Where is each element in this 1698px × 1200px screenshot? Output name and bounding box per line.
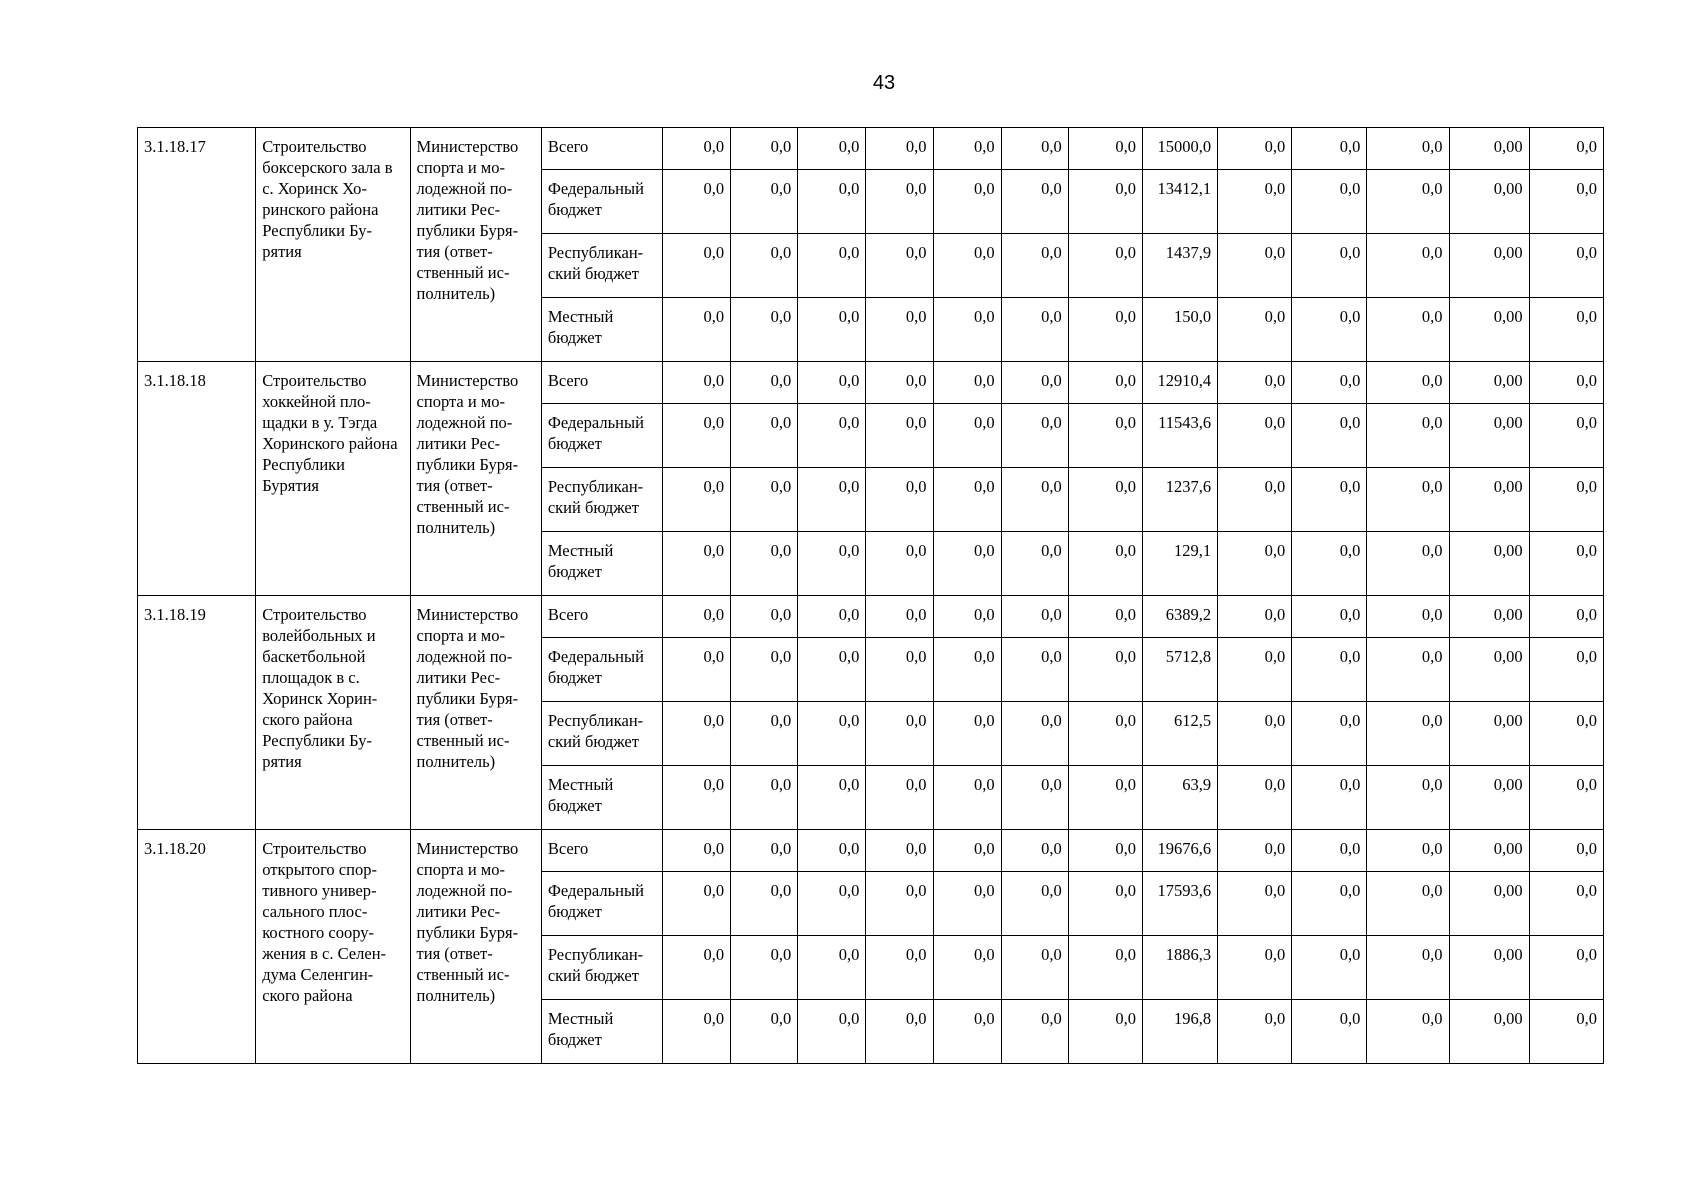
item-code-cell: 3.1.18.17 [138,128,256,362]
value-cell: 0,00 [1449,1000,1529,1064]
value-cell: 0,0 [1068,362,1142,404]
value-cell: 0,0 [1529,404,1603,468]
value-cell: 0,0 [731,702,798,766]
funding-source-cell: Местный бюджет [541,766,662,830]
value-cell: 0,0 [933,128,1001,170]
value-cell: 0,0 [866,1000,933,1064]
value-cell: 0,0 [1218,1000,1292,1064]
value-cell: 0,0 [866,766,933,830]
executor-cell: Министерство спорта и молодежной политики Республики Бурятия (ответственный исполнитель) [410,830,541,1064]
value-cell: 0,0 [1529,234,1603,298]
value-cell: 0,0 [663,596,731,638]
value-cell: 0,0 [663,702,731,766]
value-cell: 0,0 [1068,1000,1142,1064]
value-cell: 0,0 [866,532,933,596]
value-cell: 0,0 [1529,1000,1603,1064]
value-cell: 0,0 [1001,532,1068,596]
value-cell: 0,0 [933,936,1001,1000]
value-cell: 0,0 [933,702,1001,766]
value-cell: 0,0 [1529,362,1603,404]
value-cell: 1886,3 [1142,936,1217,1000]
funding-source-cell: Республиканский бюджет [541,234,662,298]
value-cell: 0,0 [1068,766,1142,830]
value-cell: 0,0 [731,638,798,702]
budget-table [137,127,1604,1064]
value-cell: 0,0 [663,872,731,936]
value-cell: 0,0 [866,468,933,532]
funding-source-cell: Федеральный бюджет [541,170,662,234]
value-cell: 0,0 [1367,872,1449,936]
funding-source-cell: Местный бюджет [541,532,662,596]
value-cell: 0,0 [866,638,933,702]
value-cell: 0,0 [1001,362,1068,404]
value-cell: 0,00 [1449,936,1529,1000]
value-cell: 0,0 [663,128,731,170]
value-cell: 0,0 [1292,596,1367,638]
value-cell: 196,8 [1142,1000,1217,1064]
value-cell: 150,0 [1142,298,1217,362]
value-cell: 0,00 [1449,872,1529,936]
value-cell: 17593,6 [1142,872,1217,936]
item-name-cell: Строительство хоккейной площадки в у. Тэгда Хоринского района Республики Бурятия [256,362,410,596]
value-cell: 0,0 [731,362,798,404]
value-cell: 0,0 [731,234,798,298]
value-cell: 0,0 [1367,702,1449,766]
value-cell: 0,0 [1529,702,1603,766]
value-cell: 0,0 [1218,872,1292,936]
value-cell: 0,0 [663,404,731,468]
value-cell: 0,0 [866,170,933,234]
value-cell: 0,0 [1367,234,1449,298]
value-cell: 0,0 [1068,702,1142,766]
value-cell: 0,0 [866,128,933,170]
value-cell: 0,0 [798,532,866,596]
value-cell: 0,00 [1449,362,1529,404]
value-cell: 0,0 [1292,872,1367,936]
value-cell: 0,0 [798,468,866,532]
value-cell: 0,0 [1001,872,1068,936]
value-cell: 0,0 [731,830,798,872]
funding-source-cell: Всего [541,596,662,638]
value-cell: 0,0 [798,298,866,362]
value-cell: 0,0 [1292,404,1367,468]
value-cell: 0,0 [1292,532,1367,596]
value-cell: 0,0 [731,170,798,234]
value-cell: 0,0 [798,596,866,638]
value-cell: 0,0 [798,170,866,234]
value-cell: 0,0 [663,1000,731,1064]
value-cell: 0,0 [1529,128,1603,170]
value-cell: 0,0 [1001,1000,1068,1064]
table-row [138,128,1604,170]
value-cell: 0,0 [798,234,866,298]
value-cell: 0,0 [1068,830,1142,872]
executor-cell: Министерство спорта и молодежной политики Республики Бурятия (ответственный исполнитель) [410,596,541,830]
value-cell: 0,0 [933,362,1001,404]
value-cell: 0,0 [866,872,933,936]
executor-cell: Министерство спорта и молодежной политики Республики Бурятия (ответственный исполнитель) [410,128,541,362]
value-cell: 0,0 [1292,766,1367,830]
value-cell: 0,0 [1367,468,1449,532]
value-cell: 0,0 [1292,1000,1367,1064]
value-cell: 0,0 [1218,128,1292,170]
value-cell: 0,0 [663,532,731,596]
value-cell: 0,0 [1068,404,1142,468]
item-name-cell: Строительство открытого спортивного универсального плоскостного сооружения в с. Селендума Селенгинского района [256,830,410,1064]
value-cell: 0,0 [1367,766,1449,830]
value-cell: 0,0 [1218,936,1292,1000]
value-cell: 0,00 [1449,830,1529,872]
value-cell: 0,00 [1449,404,1529,468]
value-cell: 0,0 [1218,362,1292,404]
value-cell: 0,0 [1068,298,1142,362]
value-cell: 0,0 [798,766,866,830]
value-cell: 0,0 [1068,872,1142,936]
value-cell: 0,0 [1068,596,1142,638]
value-cell: 0,0 [1218,234,1292,298]
value-cell: 0,0 [1367,936,1449,1000]
value-cell: 0,0 [731,766,798,830]
value-cell: 0,0 [1068,128,1142,170]
item-code-cell: 3.1.18.19 [138,596,256,830]
value-cell: 0,00 [1449,234,1529,298]
value-cell: 0,0 [866,596,933,638]
value-cell: 0,0 [663,936,731,1000]
value-cell: 0,0 [1001,234,1068,298]
value-cell: 0,0 [731,468,798,532]
funding-source-cell: Всего [541,830,662,872]
table-row [138,596,1604,638]
value-cell: 0,0 [798,638,866,702]
table-body [138,128,1604,1064]
value-cell: 0,0 [1529,532,1603,596]
funding-source-cell: Федеральный бюджет [541,404,662,468]
value-cell: 0,0 [1292,830,1367,872]
value-cell: 0,0 [1367,830,1449,872]
value-cell: 0,0 [1001,404,1068,468]
value-cell: 0,0 [933,298,1001,362]
value-cell: 0,0 [1068,936,1142,1000]
value-cell: 0,00 [1449,298,1529,362]
value-cell: 0,0 [731,128,798,170]
value-cell: 0,0 [663,362,731,404]
value-cell: 0,0 [866,936,933,1000]
value-cell: 0,0 [1292,128,1367,170]
value-cell: 0,0 [933,1000,1001,1064]
value-cell: 0,0 [1068,170,1142,234]
value-cell: 1437,9 [1142,234,1217,298]
value-cell: 0,0 [1292,170,1367,234]
table-row [138,830,1604,872]
value-cell: 0,0 [1292,362,1367,404]
value-cell: 0,0 [798,872,866,936]
value-cell: 0,0 [1218,830,1292,872]
value-cell: 0,0 [1292,936,1367,1000]
item-code-cell: 3.1.18.18 [138,362,256,596]
value-cell: 0,0 [1292,702,1367,766]
value-cell: 0,0 [798,936,866,1000]
value-cell: 0,0 [798,362,866,404]
value-cell: 0,00 [1449,638,1529,702]
value-cell: 0,00 [1449,702,1529,766]
value-cell: 0,0 [798,1000,866,1064]
value-cell: 0,0 [1068,532,1142,596]
value-cell: 0,0 [866,702,933,766]
value-cell: 0,0 [933,532,1001,596]
item-name-cell: Строительство волейбольных и баскетбольной площадок в с. Хоринск Хоринского района Республики Бурятия [256,596,410,830]
value-cell: 0,0 [1367,128,1449,170]
value-cell: 0,0 [1367,404,1449,468]
value-cell: 0,0 [1001,468,1068,532]
value-cell: 0,0 [663,638,731,702]
value-cell: 0,0 [933,170,1001,234]
value-cell: 0,0 [731,596,798,638]
value-cell: 0,0 [731,298,798,362]
value-cell: 0,00 [1449,170,1529,234]
value-cell: 0,0 [1367,1000,1449,1064]
value-cell: 0,0 [1367,298,1449,362]
table-row [138,362,1604,404]
item-name-cell: Строительство боксерского зала в с. Хоринск Хоринского района Республики Бурятия [256,128,410,362]
value-cell: 0,0 [1292,638,1367,702]
funding-source-cell: Республиканский бюджет [541,468,662,532]
value-cell: 0,0 [663,298,731,362]
value-cell: 0,0 [1529,830,1603,872]
value-cell: 0,0 [1001,766,1068,830]
value-cell: 0,0 [1001,298,1068,362]
value-cell: 0,0 [1367,362,1449,404]
value-cell: 0,0 [933,596,1001,638]
value-cell: 0,0 [933,468,1001,532]
value-cell: 129,1 [1142,532,1217,596]
value-cell: 612,5 [1142,702,1217,766]
value-cell: 0,0 [933,404,1001,468]
value-cell: 0,0 [1001,128,1068,170]
value-cell: 0,0 [1001,936,1068,1000]
value-cell: 0,0 [1068,468,1142,532]
value-cell: 0,0 [1218,596,1292,638]
value-cell: 0,0 [866,362,933,404]
value-cell: 0,0 [798,404,866,468]
value-cell: 0,0 [1001,596,1068,638]
value-cell: 0,0 [731,404,798,468]
funding-source-cell: Республиканский бюджет [541,702,662,766]
page-number: 43 [872,72,896,94]
executor-cell: Министерство спорта и молодежной политики Республики Бурятия (ответственный исполнитель) [410,362,541,596]
value-cell: 0,0 [798,830,866,872]
value-cell: 0,0 [663,234,731,298]
value-cell: 0,0 [1529,872,1603,936]
value-cell: 0,0 [866,298,933,362]
value-cell: 0,0 [1529,596,1603,638]
value-cell: 0,00 [1449,532,1529,596]
value-cell: 0,0 [1529,468,1603,532]
value-cell: 0,0 [1367,638,1449,702]
value-cell: 0,0 [1218,404,1292,468]
value-cell: 0,0 [1292,298,1367,362]
value-cell: 0,0 [933,234,1001,298]
value-cell: 0,00 [1449,128,1529,170]
value-cell: 0,0 [1218,298,1292,362]
value-cell: 0,0 [1529,638,1603,702]
value-cell: 0,0 [1529,766,1603,830]
item-code-cell: 3.1.18.20 [138,830,256,1064]
value-cell: 0,0 [1367,532,1449,596]
value-cell: 0,0 [933,872,1001,936]
value-cell: 0,0 [933,830,1001,872]
value-cell: 0,0 [1292,468,1367,532]
value-cell: 0,0 [663,468,731,532]
value-cell: 12910,4 [1142,362,1217,404]
value-cell: 0,0 [1001,638,1068,702]
value-cell: 0,0 [866,234,933,298]
value-cell: 0,0 [1529,298,1603,362]
funding-source-cell: Всего [541,362,662,404]
value-cell: 0,0 [933,638,1001,702]
value-cell: 0,00 [1449,468,1529,532]
value-cell: 0,0 [798,702,866,766]
value-cell: 0,0 [1367,170,1449,234]
value-cell: 0,0 [1218,170,1292,234]
value-cell: 0,0 [663,830,731,872]
funding-source-cell: Местный бюджет [541,298,662,362]
value-cell: 0,0 [866,830,933,872]
value-cell: 0,0 [866,404,933,468]
value-cell: 0,0 [1218,766,1292,830]
value-cell: 1237,6 [1142,468,1217,532]
value-cell: 0,00 [1449,766,1529,830]
value-cell: 0,0 [1068,638,1142,702]
value-cell: 0,0 [798,128,866,170]
value-cell: 0,0 [663,766,731,830]
value-cell: 0,0 [1218,638,1292,702]
value-cell: 0,0 [731,872,798,936]
value-cell: 0,00 [1449,596,1529,638]
value-cell: 63,9 [1142,766,1217,830]
funding-source-cell: Республиканский бюджет [541,936,662,1000]
value-cell: 0,0 [1001,702,1068,766]
value-cell: 0,0 [1001,830,1068,872]
value-cell: 0,0 [663,170,731,234]
funding-source-cell: Всего [541,128,662,170]
value-cell: 0,0 [731,532,798,596]
value-cell: 0,0 [1218,702,1292,766]
value-cell: 0,0 [731,1000,798,1064]
funding-source-cell: Федеральный бюджет [541,638,662,702]
value-cell: 13412,1 [1142,170,1217,234]
value-cell: 0,0 [1218,532,1292,596]
value-cell: 0,0 [1068,234,1142,298]
value-cell: 0,0 [1292,234,1367,298]
value-cell: 19676,6 [1142,830,1217,872]
funding-source-cell: Местный бюджет [541,1000,662,1064]
value-cell: 0,0 [1001,170,1068,234]
value-cell: 0,0 [1529,170,1603,234]
value-cell: 0,0 [1367,596,1449,638]
value-cell: 6389,2 [1142,596,1217,638]
funding-source-cell: Федеральный бюджет [541,872,662,936]
value-cell: 15000,0 [1142,128,1217,170]
value-cell: 11543,6 [1142,404,1217,468]
value-cell: 0,0 [1218,468,1292,532]
value-cell: 0,0 [933,766,1001,830]
value-cell: 0,0 [1529,936,1603,1000]
value-cell: 0,0 [731,936,798,1000]
value-cell: 5712,8 [1142,638,1217,702]
